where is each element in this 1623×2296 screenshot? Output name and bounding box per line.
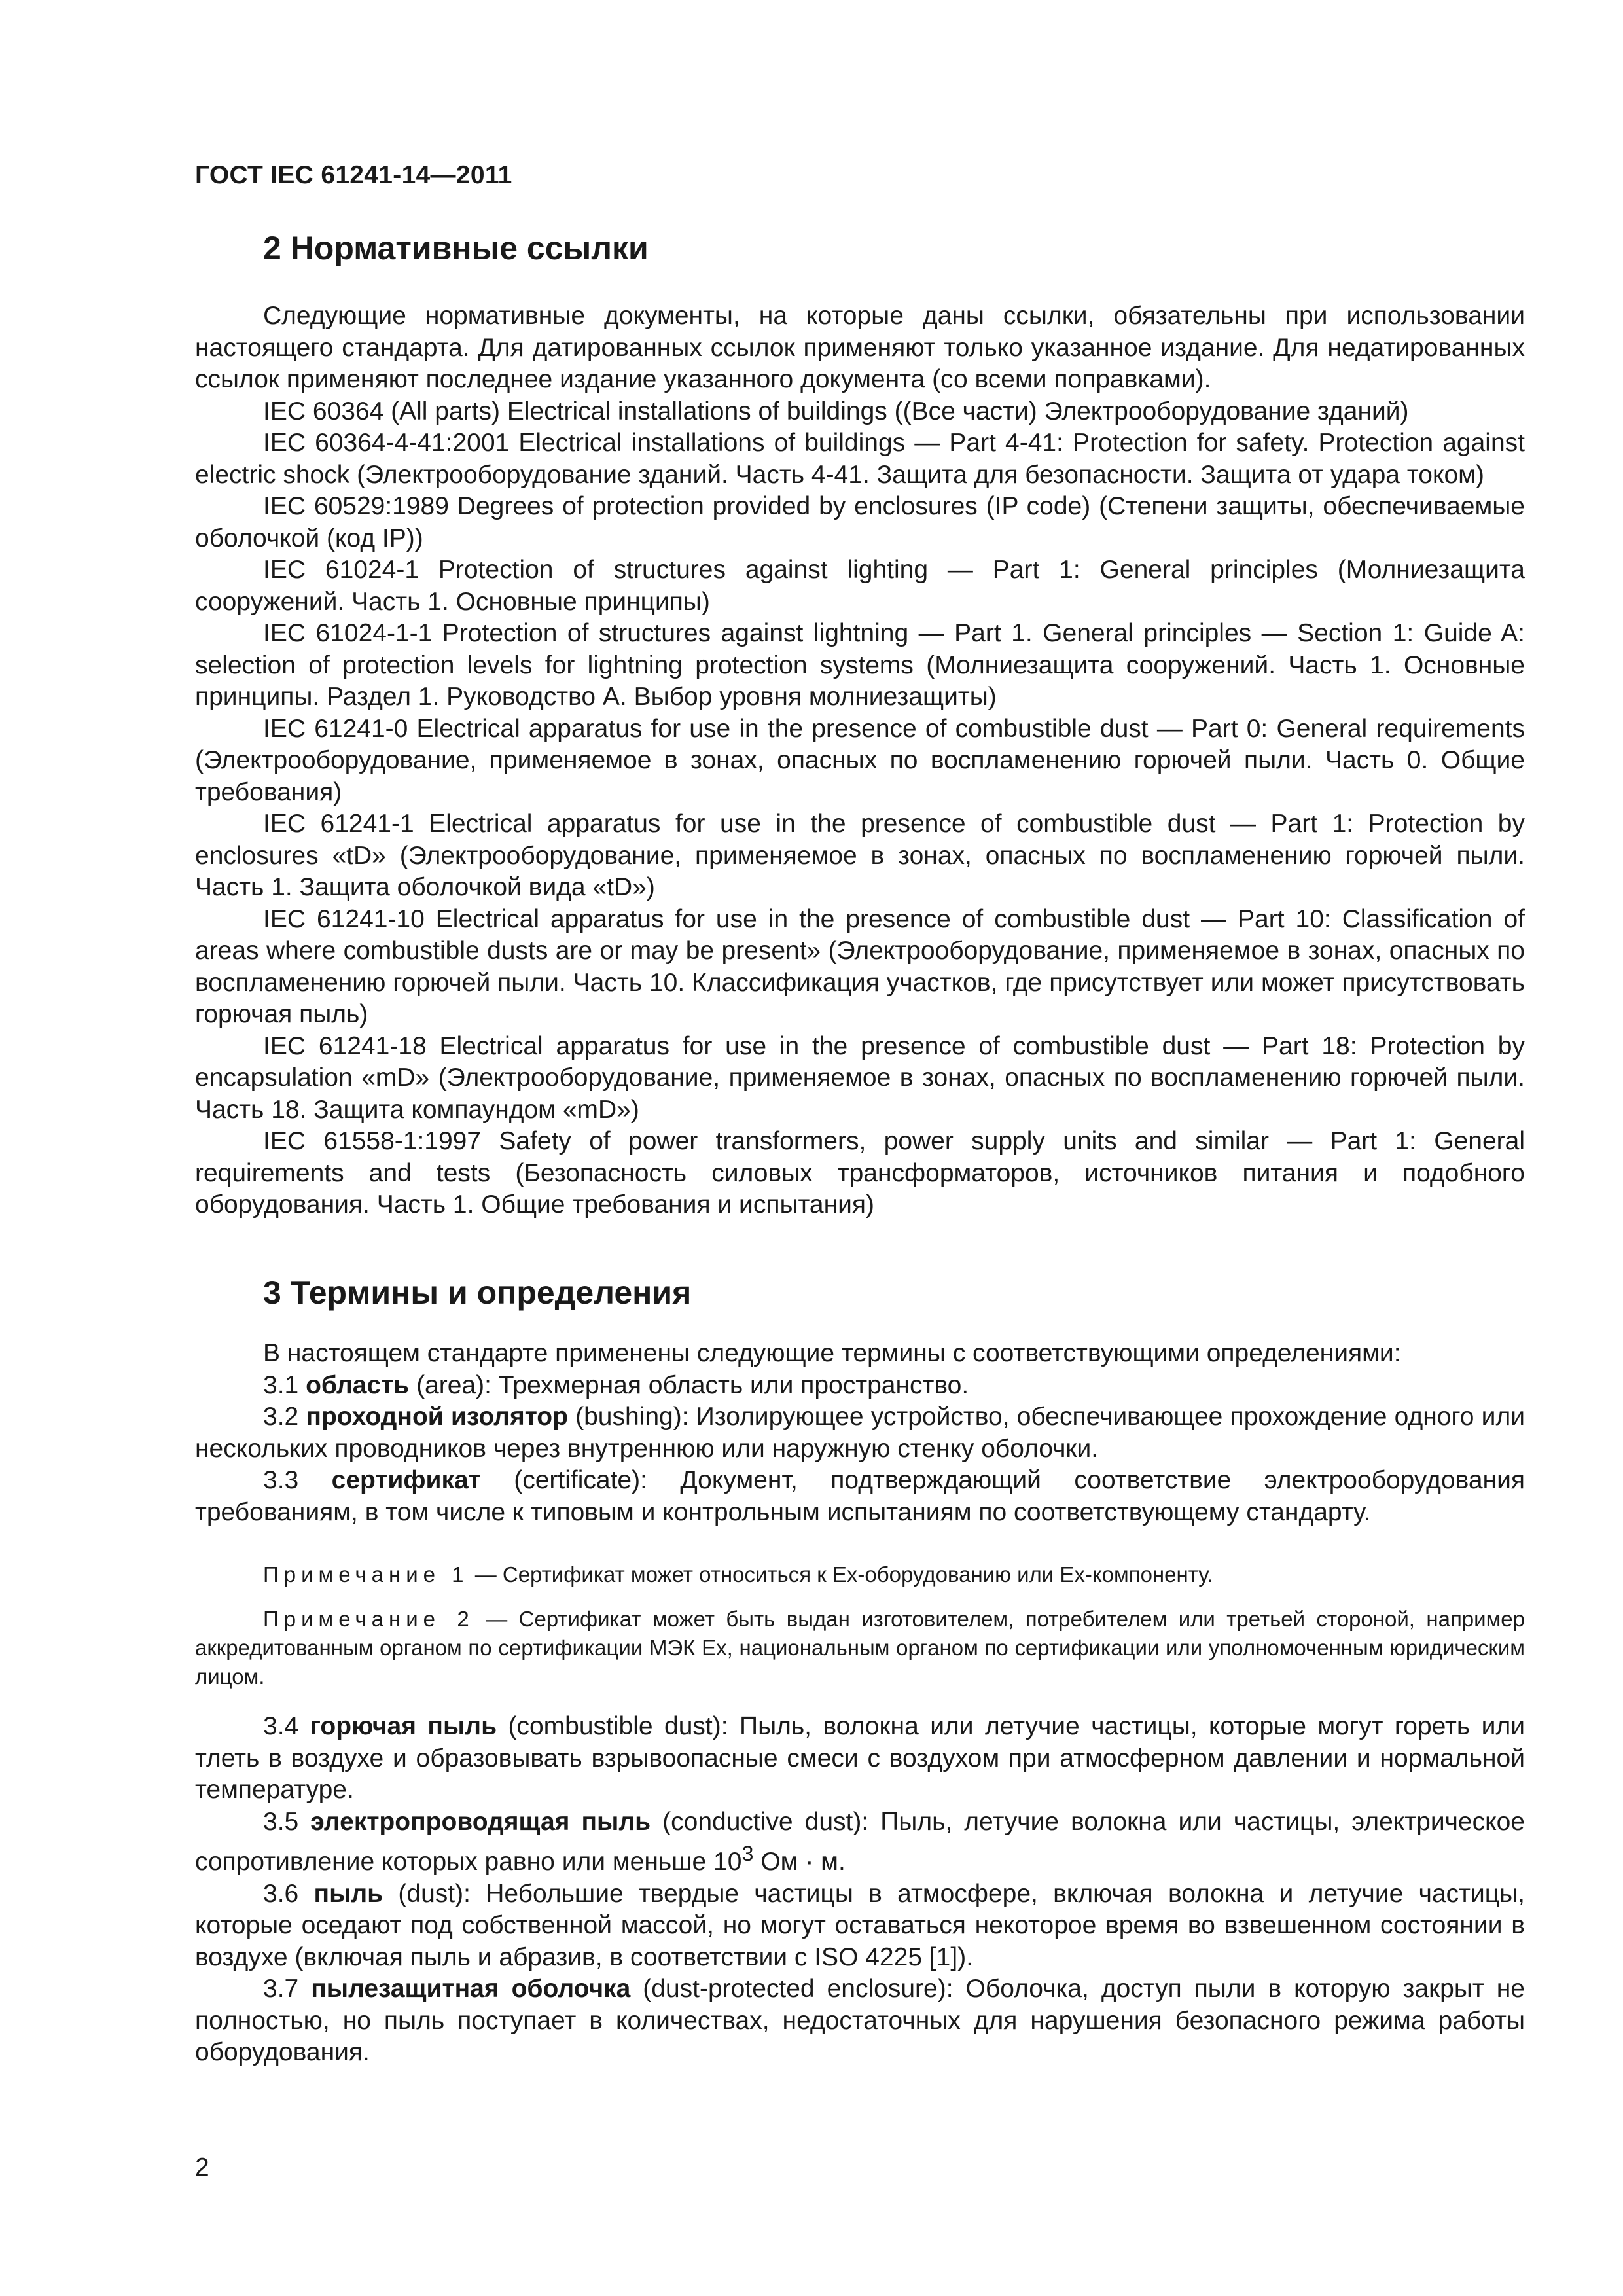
term-definition — [195, 1401, 1525, 1465]
term-number: 3.6 — [263, 1879, 299, 1908]
term-number: 3.1 — [263, 1371, 299, 1399]
reference-item: IEC 61241-1 Electrical apparatus for use in the presence of combustible dust — Part 1: Protection by enclosures «tD» (Электрооборудование, применяемое в зонах, опасных по воспламенению горючей пыли. Часть 1. Защита оболочкой вида «tD») — [195, 810, 1525, 901]
note-label: Примечание 2 — [263, 1607, 474, 1631]
term-number: 3.3 — [263, 1466, 299, 1494]
term-name: проходной изолятор — [306, 1403, 568, 1431]
term-text: (dust-protected enclosure): Оболочка, доступ пыли в которую закрыт не полностью, но пыль поступает в количествах, недостаточных для нарушения безопасного режима работы оборудования. — [195, 1975, 1525, 2066]
note-text: — Сертификат может быть выдан изготовителем, потребителем или третьей стороной, например аккредитованным органом по сертификации МЭК Ex, национальным органом по сертификации или уполномоченным юридическим лицом. — [195, 1607, 1525, 1689]
term-number: 3.5 — [263, 1807, 299, 1836]
paragraph: Следующие нормативные документы, на которые даны ссылки, обязательны при использовании настоящего стандарта. Для датированных ссылок применяют только указанное издание. Для недатированных ссылок применяют последнее издание указанного документа (со всеми поправками). — [195, 302, 1525, 393]
term-text: (conductive dust): Пыль, летучие волокна или частицы, электрическое сопротивление которых равно или меньше 10 — [195, 1807, 1525, 1876]
reference-item: IEC 60364-4-41:2001 Electrical installations of buildings — Part 4-41: Protection for safety. Protection against electric shock (Электрооборудование зданий. Часть 4-41. Защита для безопасности. Защита от удара током) — [195, 429, 1525, 489]
reference-item: IEC 61558-1:1997 Safety of power transformers, power supply units and similar — Part 1: General requirements and tests (Безопасность силовых трансформаторов, источников питания и подобного оборудования. Часть 1. Общие требования и испытания) — [195, 1127, 1525, 1219]
term-name: сертификат — [331, 1466, 481, 1494]
term-definition — [195, 1370, 1525, 1402]
term-definition — [195, 1711, 1525, 1806]
term-definition — [195, 1878, 1525, 1974]
paragraph: В настоящем стандарте применены следующие термины с соответствующими определениями: — [263, 1339, 1401, 1367]
note — [195, 1605, 1525, 1691]
superscript-exponent: 3 — [741, 1842, 754, 1865]
term-text: (area): Трехмерная область или пространство. — [409, 1371, 969, 1399]
page-number: 2 — [195, 2153, 209, 2181]
term-text: (combustible dust): Пыль, волокна или летучие частицы, которые могут гореть или тлеть в воздухе и образовывать взрывоопасные смеси с воздухом при атмосферном давлении и нормальной температуре. — [195, 1712, 1525, 1804]
reference-item: IEC 60529:1989 Degrees of protection provided by enclosures (IP code) (Степени защиты, обеспечиваемые оболочкой (код IP)) — [195, 492, 1525, 552]
term-name: горючая пыль — [310, 1712, 497, 1740]
note-label: Примечание 1 — [263, 1562, 469, 1587]
reference-item: IEC 61241-18 Electrical apparatus for use in the presence of combustible dust — Part 18: Protection by encapsulation «mD» (Электрооборудование, применяемое в зонах, опасных по воспламенению горючей пыли. Часть 18. Защита компаундом «mD») — [195, 1031, 1525, 1124]
term-definition — [195, 1465, 1525, 1528]
reference-item: IEC 60364 (All parts) Electrical installations of buildings ((Все части) Электрооборудование зданий) — [263, 397, 1409, 425]
term-name: электропроводящая пыль — [310, 1807, 651, 1836]
reference-item: IEC 61024-1-1 Protection of structures against lightning — Part 1. General principles — Section 1: Guide A: selection of protection levels for lightning protection systems (Молниезащита сооружений. Часть 1. Основные принципы. Раздел 1. Руководство А. Выбор уровня молниезащиты) — [195, 619, 1525, 711]
term-name: пыль — [313, 1879, 383, 1908]
term-number: 3.2 — [263, 1403, 299, 1431]
term-number: 3.4 — [263, 1712, 299, 1740]
section-2-body — [195, 300, 1525, 1221]
term-text: (certificate): Документ, подтверждающий соответствие электрооборудования требованиям, в том числе к типовым и контрольным испытаниям по соответствующему стандарту. — [195, 1466, 1525, 1526]
section-2-heading: 2 Нормативные ссылки — [263, 230, 649, 266]
term-name: пылезащитная оболочка — [311, 1975, 631, 2003]
reference-item: IEC 61241-0 Electrical apparatus for use in the presence of combustible dust — Part 0: General requirements (Электрооборудование, применяемое в зонах, опасных по воспламенению горючей пыли. Часть 0. Общие требования) — [195, 714, 1525, 806]
document-id-header: ГОСТ IEC 61241-14—2011 — [195, 161, 512, 189]
term-name: область — [306, 1371, 410, 1399]
term-text: (dust): Небольшие твердые частицы в атмосфере, включая волокна и летучие частицы, которые оседают под собственной массой, но могут оставаться некоторое время во взвешенном состоянии в воздухе (включая пыль и абразив, в соответствии с ISO 4225 [1]). — [195, 1879, 1525, 1971]
section-3-heading: 3 Термины и определения — [263, 1274, 692, 1311]
note-text: — Сертификат может относиться к Ex-оборудованию или Ex-компоненту. — [469, 1562, 1213, 1587]
term-definition — [195, 1806, 1525, 1878]
reference-item: IEC 61024-1 Protection of structures against lighting — Part 1: General principles (Молниезащита сооружений. Часть 1. Основные принципы) — [195, 556, 1525, 616]
term-text: Ом · м. — [753, 1848, 846, 1876]
term-text: (bushing): Изолирующее устройство, обеспечивающее прохождение одного или нескольких проводников через внутреннюю или наружную стенку оболочки. — [195, 1403, 1525, 1463]
note — [195, 1560, 1525, 1589]
term-definition — [195, 1973, 1525, 2069]
term-number: 3.7 — [263, 1975, 299, 2003]
section-3-notes — [195, 1560, 1525, 1707]
section-3-terms-b — [195, 1711, 1525, 2069]
section-3-terms-a — [195, 1338, 1525, 1528]
reference-item: IEC 61241-10 Electrical apparatus for use in the presence of combustible dust — Part 10: Classification of areas where combustible dusts are or may be present» (Электрооборудование, применяемое в зонах, опасных по воспламенению горючей пыли. Часть 10. Классификация участков, где присутствует или может присутствовать горючая пыль) — [195, 905, 1525, 1028]
